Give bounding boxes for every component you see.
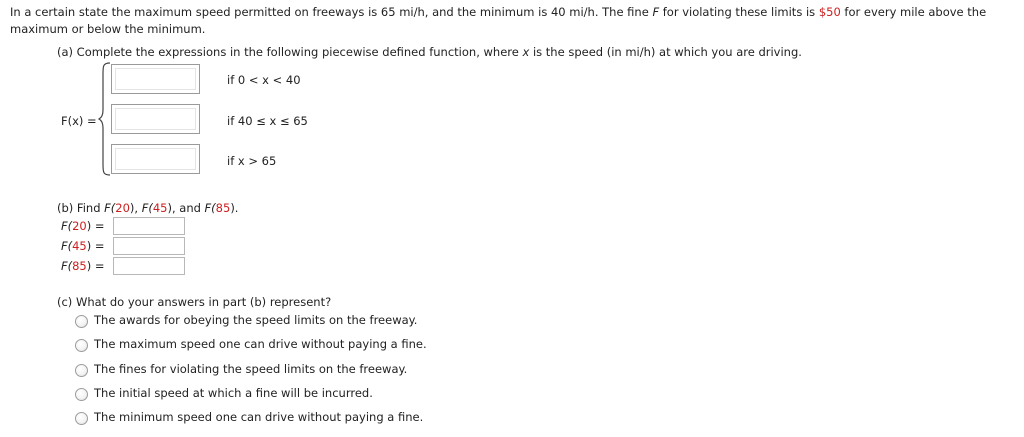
fine-variable: F: [652, 5, 660, 19]
intro-text: In a certain state the maximum speed permitted on freeways is 65 mi/h, and the minimum is 40 mi/h. The fine: [10, 5, 653, 19]
condition-label-2: if 40 ≤ x ≤ 65: [227, 114, 308, 128]
argument-value: 85: [72, 259, 87, 273]
argument-value: 20: [72, 219, 87, 233]
equals-text: ) =: [86, 219, 105, 233]
answer-label-f85: [61, 259, 105, 273]
part-b-text: ),: [129, 201, 139, 215]
condition-label-3: if x > 65: [227, 154, 277, 168]
answer-input-f85[interactable]: [113, 257, 185, 275]
part-b-text: ), and: [167, 201, 201, 215]
radio-option-5[interactable]: [75, 412, 88, 425]
part-a-prompt: [57, 45, 802, 59]
problem-statement: [10, 4, 1018, 38]
function-name: F(: [61, 219, 73, 233]
option-label-1[interactable]: The awards for obeying the speed limits on the freeway.: [94, 313, 418, 327]
equals-text: ) =: [86, 239, 105, 253]
answer-label-f20: [61, 219, 105, 233]
answer-input-f20[interactable]: [113, 217, 185, 235]
radio-option-3[interactable]: [75, 364, 88, 377]
option-label-4[interactable]: The initial speed at which a fine will be incurred.: [94, 386, 373, 400]
part-b-text: (b) Find: [57, 201, 105, 215]
piecewise-brace: [98, 62, 112, 176]
piecewise-expression-input-3[interactable]: [111, 144, 200, 174]
radio-option-1[interactable]: [75, 315, 88, 328]
equals-text: ) =: [86, 259, 105, 273]
piecewise-expression-input-1[interactable]: [111, 64, 200, 94]
intro-text: for violating these limits is: [659, 5, 819, 19]
argument-value: 45: [72, 239, 87, 253]
function-name: F(: [138, 201, 153, 215]
fine-amount: $50: [818, 5, 841, 19]
part-b-prompt: [57, 201, 238, 215]
argument-value: 20: [115, 201, 130, 215]
radio-option-2[interactable]: [75, 339, 88, 352]
part-a-text: is the speed (in mi/h) at which you are driving.: [529, 45, 802, 59]
answer-label-f45: [61, 239, 105, 253]
function-name: F(: [104, 201, 116, 215]
part-b-text: ).: [230, 201, 239, 215]
argument-value: 85: [215, 201, 231, 215]
radio-option-4[interactable]: [75, 388, 88, 401]
condition-label-1: if 0 < x < 40: [227, 73, 301, 87]
option-label-5[interactable]: The minimum speed one can drive without paying a fine.: [94, 410, 424, 424]
intro-text: for every mile above the maximum or below the minimum.: [10, 5, 987, 36]
answer-input-f45[interactable]: [113, 237, 185, 255]
function-name: F(: [61, 239, 73, 253]
piecewise-expression-input-2[interactable]: [111, 104, 200, 134]
option-label-3[interactable]: The fines for violating the speed limits on the freeway.: [94, 362, 408, 376]
option-label-2[interactable]: The maximum speed one can drive without paying a fine.: [94, 337, 427, 351]
part-a-text: (a) Complete the expressions in the following piecewise defined function, where: [57, 45, 523, 59]
speed-variable: x: [522, 45, 530, 59]
argument-value: 45: [152, 201, 168, 215]
function-name: F(: [61, 259, 73, 273]
function-label: F(x) =: [61, 114, 97, 128]
part-c-prompt: (c) What do your answers in part (b) represent?: [57, 295, 332, 309]
function-name: F(: [200, 201, 216, 215]
